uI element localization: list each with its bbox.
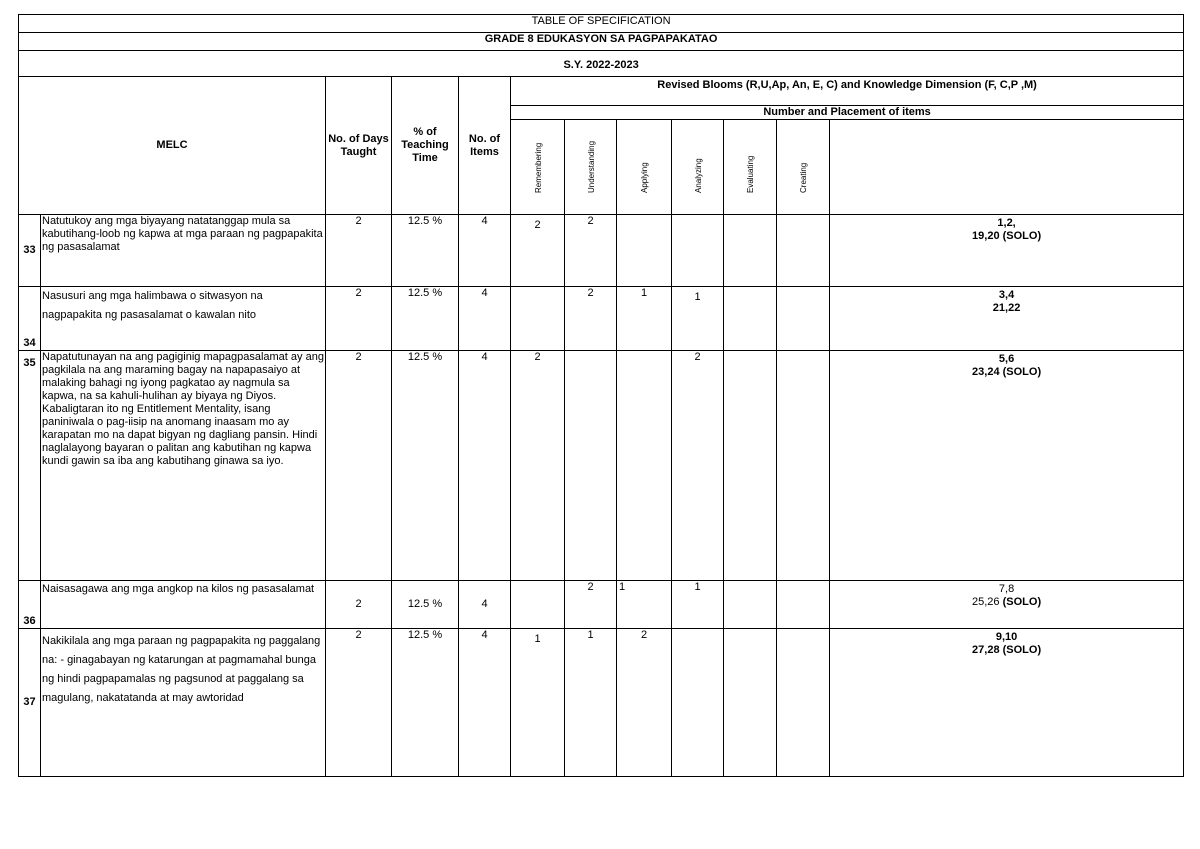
percent-value: 12.5 % [392,629,459,777]
creating-value [777,215,830,287]
placement-value: 3,4 21,22 [830,287,1184,351]
table-row [19,351,1184,581]
applying-value [617,215,672,287]
row-number: 35 [19,351,41,581]
analyzing-value [672,629,724,777]
table-subtitle: GRADE 8 EDUKASYON SA PAGPAPAKATAO [19,33,1184,51]
melc-text: Napatutunayan na ang pagiginig mapagpasalamat ay ang pagkilala na ang maraming bagay na napapasaiyo at malaking bahagi ng iyong pagkatao ay nagmula sa kapwa, na sa kahuli-hulihan ay biyaya ng Diyos. Kabaligtaran ito ng Entitlement Mentality, isang paniniwala o pag-iisip na anomang inaasam mo ay karapatan mo na dapat bigyan ng dagliang pansin. Hindi naglalayong bayaran o palitan ang kabutihan ng kapwa kundi gawin sa iba ang kabutihang ginawa sa iyo. [41,351,326,581]
understanding-value: 2 [565,287,617,351]
percent-value: 12.5 % [392,581,459,629]
row-number: 37 [19,629,41,777]
days-value: 2 [326,581,392,629]
items-value: 4 [459,215,511,287]
table-row [19,629,1184,777]
days-value: 2 [326,629,392,777]
level-analyzing: Analyzing [672,120,724,215]
specification-table [18,14,1184,777]
understanding-value: 2 [565,215,617,287]
items-value: 4 [459,581,511,629]
table-title: TABLE OF SPECIFICATION [19,15,1184,33]
level-understanding: Understanding [565,120,617,215]
header-days: No. of Days Taught [326,77,392,215]
understanding-value: 2 [565,581,617,629]
header-melc: MELC [19,77,326,215]
items-value: 4 [459,351,511,581]
remembering-value [511,287,565,351]
understanding-value: 1 [565,629,617,777]
level-applying: Applying [617,120,672,215]
remembering-value: 1 [511,629,565,777]
applying-value: 1 [617,581,672,629]
placement-value: 9,10 27,28 (SOLO) [830,629,1184,777]
remembering-value: 2 [511,215,565,287]
creating-value [777,351,830,581]
level-evaluating: Evaluating [724,120,777,215]
header-percent: % of Teaching Time [392,77,459,215]
placement-value: 7,8 25,26 (SOLO) [830,581,1184,629]
evaluating-value [724,215,777,287]
melc-text: Naisasagawa ang mga angkop na kilos ng pasasalamat [41,581,326,629]
percent-value: 12.5 % [392,287,459,351]
items-value: 4 [459,629,511,777]
analyzing-value: 1 [672,287,724,351]
days-value: 2 [326,351,392,581]
analyzing-value [672,215,724,287]
melc-text: Nakikilala ang mga paraan ng pagpapakita ng paggalang na: - ginagabayan ng katarungan at pagmamahal bunga ng hindi pagpapamalas ng pagsunod at paggalang sa magulang, nakatatanda at may awtoridad [41,629,326,777]
understanding-value [565,351,617,581]
table-row [19,287,1184,351]
header-items: No. of Items [459,77,511,215]
percent-value: 12.5 % [392,215,459,287]
evaluating-value [724,351,777,581]
row-number: 33 [19,215,41,287]
applying-value [617,351,672,581]
melc-text: Natutukoy ang mga biyayang natatanggap mula sa kabutihang-loob ng kapwa at mga paraan ng pagpapakita ng pasasalamat [41,215,326,287]
creating-value [777,581,830,629]
melc-text: Nasusuri ang mga halimbawa o sitwasyon na nagpapakita ng pasasalamat o kawalan nito [41,287,326,351]
row-number: 36 [19,581,41,629]
header-placement: Number and Placement of items [511,106,1184,120]
remembering-value: 2 [511,351,565,581]
applying-value: 2 [617,629,672,777]
days-value: 2 [326,287,392,351]
items-value: 4 [459,287,511,351]
placement-header-blank [830,120,1184,215]
evaluating-value [724,581,777,629]
level-remembering: Remembering [511,120,565,215]
creating-value [777,287,830,351]
evaluating-value [724,287,777,351]
row-number: 34 [19,287,41,351]
placement-value: 1,2, 19,20 (SOLO) [830,215,1184,287]
days-value: 2 [326,215,392,287]
school-year: S.Y. 2022-2023 [19,59,1184,77]
remembering-value [511,581,565,629]
evaluating-value [724,629,777,777]
percent-value: 12.5 % [392,351,459,581]
analyzing-value: 2 [672,351,724,581]
header-blooms: Revised Blooms (R,U,Ap, An, E, C) and Knowledge Dimension (F, C,P ,M) [511,77,1184,106]
table-row [19,581,1184,629]
level-creating: Creating [777,120,830,215]
placement-value: 5,6 23,24 (SOLO) [830,351,1184,581]
creating-value [777,629,830,777]
table-row [19,215,1184,287]
analyzing-value: 1 [672,581,724,629]
applying-value: 1 [617,287,672,351]
